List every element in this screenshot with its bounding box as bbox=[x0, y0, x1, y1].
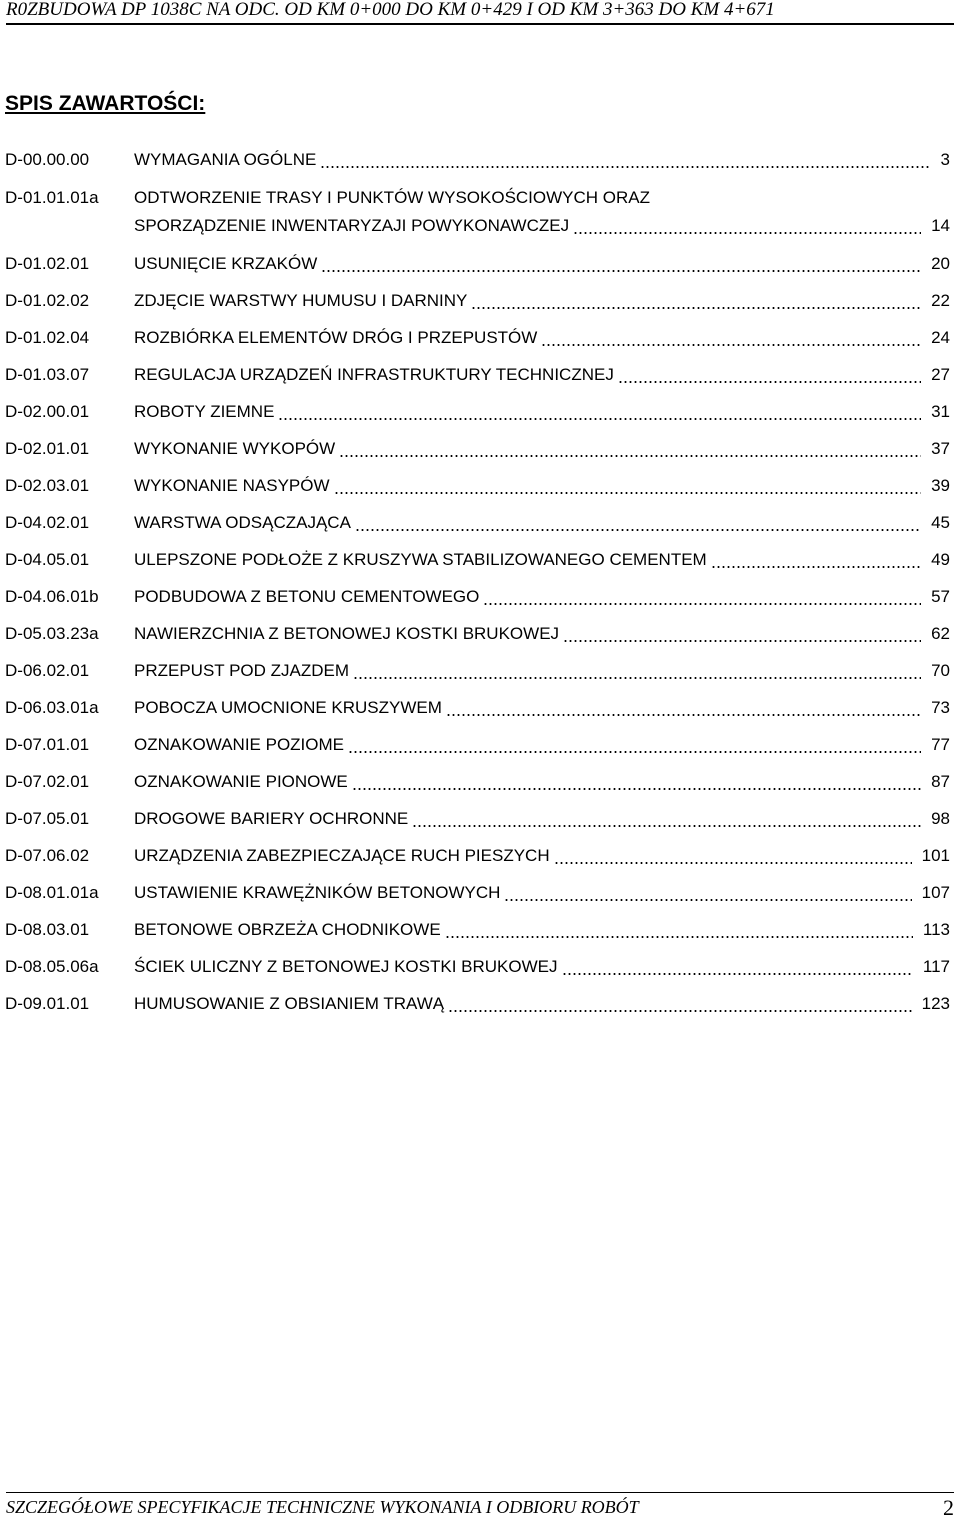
toc-entry-title: PRZEPUST POD ZJAZDEM bbox=[134, 661, 350, 680]
toc-entry-code: D-06.03.01a bbox=[5, 698, 99, 717]
toc-entry-page: 3 bbox=[940, 150, 950, 169]
toc-entry[interactable] bbox=[0, 513, 960, 537]
toc-entry-title: ZDJĘCIE WARSTWY HUMUSU I DARNINY bbox=[134, 291, 468, 310]
toc-entry-title: BETONOWE OBRZEŻA CHODNIKOWE bbox=[134, 920, 441, 939]
toc-title: SPIS ZAWARTOŚCI: bbox=[5, 92, 206, 115]
toc-entry[interactable] bbox=[0, 661, 960, 685]
toc-entry-page: 22 bbox=[931, 291, 950, 310]
toc-entry-code: D-00.00.00 bbox=[5, 150, 90, 169]
toc-entry-title: PODBUDOWA Z BETONU CEMENTOWEGO bbox=[134, 587, 480, 606]
toc-entry[interactable] bbox=[0, 698, 960, 722]
toc-dot-leader bbox=[278, 418, 921, 420]
toc-entry-page: 98 bbox=[931, 809, 950, 828]
toc-dot-leader bbox=[446, 714, 921, 716]
toc-entry-title: WYMAGANIA OGÓLNE bbox=[134, 150, 317, 169]
toc-entry-title: URZĄDZENIA ZABEZPIECZAJĄCE RUCH PIESZYCH bbox=[134, 846, 550, 865]
toc-entry-code: D-07.06.02 bbox=[5, 846, 90, 865]
running-footer bbox=[6, 1492, 954, 1518]
toc-entry-page: 31 bbox=[931, 402, 950, 421]
toc-entry-title: ROBOTY ZIEMNE bbox=[134, 402, 275, 421]
toc-dot-leader bbox=[348, 751, 921, 753]
toc-entry-page: 77 bbox=[931, 735, 950, 754]
toc-entry-title: WYKONANIE NASYPÓW bbox=[134, 476, 330, 495]
toc-entry-page: 113 bbox=[922, 920, 950, 939]
toc-dot-leader bbox=[353, 677, 921, 679]
toc-dot-leader bbox=[339, 455, 921, 457]
toc-dot-leader bbox=[618, 381, 921, 383]
toc-dot-leader bbox=[554, 862, 912, 864]
toc-entry[interactable] bbox=[0, 150, 960, 174]
toc-entry-title: USUNIĘCIE KRZAKÓW bbox=[134, 254, 318, 273]
toc-dot-leader bbox=[562, 973, 913, 975]
toc-entry[interactable] bbox=[0, 883, 960, 907]
toc-entry-title: DROGOWE BARIERY OCHRONNE bbox=[134, 809, 409, 828]
toc-entry[interactable] bbox=[0, 402, 960, 426]
toc-entry-page: 14 bbox=[931, 216, 950, 235]
toc-entry-code: D-02.03.01 bbox=[5, 476, 90, 495]
toc-entry-code: D-04.05.01 bbox=[5, 550, 90, 569]
toc-entry-title: ŚCIEK ULICZNY Z BETONOWEJ KOSTKI BRUKOWEJ bbox=[134, 957, 558, 976]
toc-entry[interactable] bbox=[0, 920, 960, 944]
toc-entry-page: 45 bbox=[931, 513, 950, 532]
toc-entry-code: D-07.05.01 bbox=[5, 809, 90, 828]
toc-entry-title: POBOCZA UMOCNIONE KRUSZYWEM bbox=[134, 698, 442, 717]
toc-dot-leader bbox=[563, 640, 921, 642]
toc-entry-code: D-08.03.01 bbox=[5, 920, 90, 939]
toc-entry-title: OZNAKOWANIE POZIOME bbox=[134, 735, 344, 754]
toc-entry-page: 101 bbox=[921, 846, 950, 865]
toc-entry-page: 117 bbox=[922, 957, 950, 976]
toc-entry-page: 57 bbox=[931, 587, 950, 606]
toc-dot-leader bbox=[471, 307, 921, 309]
toc-dot-leader bbox=[412, 825, 921, 827]
toc-entry-title: USTAWIENIE KRAWĘŻNIKÓW BETONOWYCH bbox=[134, 883, 501, 902]
toc-entry-page: 24 bbox=[931, 328, 950, 347]
toc-entry[interactable] bbox=[0, 846, 960, 870]
toc-entry[interactable] bbox=[0, 994, 960, 1018]
toc-entry-title: SPORZĄDZENIE INWENTARYZAJI POWYKONAWCZEJ bbox=[134, 216, 570, 235]
toc-entry-code: D-08.01.01a bbox=[5, 883, 99, 902]
toc-entry-page: 37 bbox=[931, 439, 950, 458]
toc-dot-leader bbox=[541, 344, 921, 346]
toc-entry[interactable] bbox=[0, 957, 960, 981]
toc-entry-page: 87 bbox=[931, 772, 950, 791]
toc-dot-leader bbox=[573, 232, 921, 234]
toc-entry-page: 39 bbox=[931, 476, 950, 495]
footer-page-number: 2 bbox=[943, 1495, 954, 1520]
toc-entry[interactable] bbox=[0, 735, 960, 759]
toc-entry-code: D-01.03.07 bbox=[5, 365, 90, 384]
toc-entry-code: D-02.01.01 bbox=[5, 439, 90, 458]
toc-entry-title: REGULACJA URZĄDZEŃ INFRASTRUKTURY TECHNICZNEJ bbox=[134, 365, 614, 384]
toc-entry-title: NAWIERZCHNIA Z BETONOWEJ KOSTKI BRUKOWEJ bbox=[134, 624, 560, 643]
toc-dot-leader bbox=[355, 529, 921, 531]
toc-entry-title: HUMUSOWANIE Z OBSIANIEM TRAWĄ bbox=[134, 994, 445, 1013]
toc-entry-page: 20 bbox=[931, 254, 950, 273]
toc-entry[interactable] bbox=[0, 624, 960, 648]
toc-entry-code: D-07.01.01 bbox=[5, 735, 90, 754]
toc-entry-code: D-08.05.06a bbox=[5, 957, 99, 976]
toc-dot-leader bbox=[711, 566, 921, 568]
toc-entry[interactable] bbox=[0, 476, 960, 500]
toc-entry[interactable] bbox=[0, 254, 960, 278]
running-header: R0ZBUDOWA DP 1038C NA ODC. OD KM 0+000 DO KM 0+429 I OD KM 3+363 DO KM 4+671 bbox=[6, 0, 954, 25]
toc-entry-code: D-01.02.01 bbox=[5, 254, 90, 273]
toc-dot-leader bbox=[445, 936, 913, 938]
toc-entry-page: 27 bbox=[931, 365, 950, 384]
toc-dot-leader bbox=[320, 166, 930, 168]
toc-entry-code: D-07.02.01 bbox=[5, 772, 90, 791]
toc-entry-code: D-01.02.02 bbox=[5, 291, 90, 310]
toc-entry[interactable] bbox=[0, 365, 960, 389]
toc-entry-page: 123 bbox=[921, 994, 950, 1013]
toc-entry[interactable] bbox=[0, 809, 960, 833]
toc-entry-title-line1: ODTWORZENIE TRASY I PUNKTÓW WYSOKOŚCIOWYCH ORAZ bbox=[134, 188, 651, 207]
toc-entry[interactable] bbox=[0, 772, 960, 796]
toc-entry-title: WARSTWA ODSĄCZAJĄCA bbox=[134, 513, 351, 532]
toc-entry-page: 49 bbox=[931, 550, 950, 569]
toc-dot-leader bbox=[483, 603, 921, 605]
toc-entry-code: D-02.00.01 bbox=[5, 402, 90, 421]
toc-entry-page: 70 bbox=[931, 661, 950, 680]
toc-entry[interactable] bbox=[0, 550, 960, 574]
toc-entry[interactable] bbox=[0, 328, 960, 352]
toc-dot-leader bbox=[334, 492, 922, 494]
toc-entry-code: D-09.01.01 bbox=[5, 994, 90, 1013]
toc-entry-page: 62 bbox=[931, 624, 950, 643]
toc-entry-code: D-06.02.01 bbox=[5, 661, 90, 680]
toc-entry-code: D-01.02.04 bbox=[5, 328, 90, 347]
toc-entry-code: D-01.01.01a bbox=[5, 188, 99, 207]
toc-entry-code: D-04.06.01b bbox=[5, 587, 99, 606]
toc-entry[interactable] bbox=[0, 291, 960, 315]
toc-entry[interactable] bbox=[0, 188, 960, 235]
toc-entry[interactable] bbox=[0, 587, 960, 611]
toc-entry[interactable] bbox=[0, 439, 960, 463]
toc-entry-title: OZNAKOWANIE PIONOWE bbox=[134, 772, 348, 791]
toc-dot-leader bbox=[448, 1010, 912, 1012]
toc-entry-code: D-05.03.23a bbox=[5, 624, 99, 643]
toc-entry-page: 107 bbox=[921, 883, 950, 902]
toc-entry-page: 73 bbox=[931, 698, 950, 717]
footer-text: SZCZEGÓŁOWE SPECYFIKACJE TECHNICZNE WYKONANIA I ODBIORU ROBÓT bbox=[6, 1497, 639, 1517]
toc-entry-title: ULEPSZONE PODŁOŻE Z KRUSZYWA STABILIZOWANEGO CEMENTEM bbox=[134, 550, 707, 569]
toc-dot-leader bbox=[504, 899, 911, 901]
toc-entry-title: WYKONANIE WYKOPÓW bbox=[134, 439, 336, 458]
toc-dot-leader bbox=[352, 788, 921, 790]
toc-dot-leader bbox=[321, 270, 921, 272]
toc-entry-code: D-04.02.01 bbox=[5, 513, 90, 532]
toc-entry-title: ROZBIÓRKA ELEMENTÓW DRÓG I PRZEPUSTÓW bbox=[134, 328, 538, 347]
